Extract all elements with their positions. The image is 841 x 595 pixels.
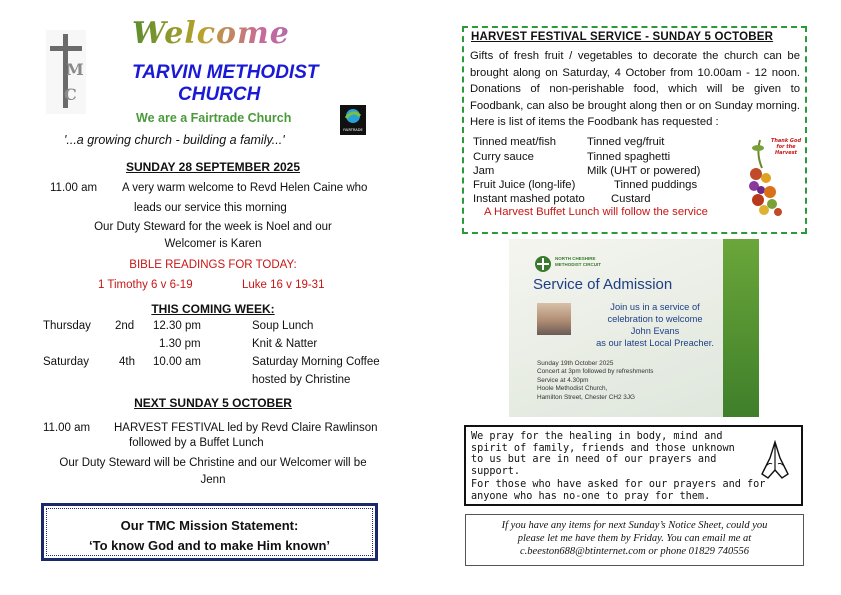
detail-line: Service at 4.30pm	[537, 376, 589, 384]
foodbank-item: Fruit Juice (long-life)	[473, 179, 576, 191]
detail-line: Sunday 19th October 2025	[537, 360, 614, 367]
week-event: Knit & Natter	[252, 338, 318, 350]
church-name	[132, 62, 372, 106]
prayer-para-2: For those who have asked for our prayers and for anyone who has no-one to pray for them.	[471, 479, 766, 502]
week-time: 12.30 pm	[153, 320, 201, 332]
svg-text:Thank God: Thank God	[770, 138, 802, 144]
foodbank-item: Custard	[611, 193, 651, 205]
foodbank-item: Tinned meat/fish	[473, 136, 557, 148]
notice-line: please let me have them by Friday. You can email me at	[517, 533, 752, 544]
foodbank-item: Tinned spaghetti	[587, 151, 671, 163]
coming-week-heading: THIS COMING WEEK:	[151, 302, 275, 316]
week-date: 4th	[119, 356, 135, 368]
svg-text:for the: for the	[776, 144, 796, 150]
detail-line: Concert at 3pm followed by refreshments	[537, 368, 654, 376]
next-duty-steward-text: Our Duty Steward will be Christine and our Welcomer will be Jenn	[59, 457, 367, 486]
foodbank-item: Tinned veg/fruit	[587, 136, 665, 148]
admission-title: Service of Admission	[533, 276, 673, 293]
week-day: Thursday	[43, 320, 91, 332]
church-name-line2: CHURCH	[178, 84, 261, 105]
service-desc-line1: A very warm welcome to Revd Helen Caine who	[122, 182, 368, 194]
buffet-note: A Harvest Buffet Lunch will follow the service	[484, 206, 708, 218]
detail-line: Hoole Methodist Church,	[537, 385, 608, 393]
bible-readings-heading: BIBLE READINGS FOR TODAY:	[129, 259, 297, 271]
svg-text:Harvest: Harvest	[774, 150, 798, 156]
foodbank-item: Tinned puddings	[614, 179, 698, 191]
invite-line: celebration to welcome	[607, 314, 703, 324]
week-date: 2nd	[115, 320, 135, 332]
notice-line: If you have any items for next Sunday’s Notice Sheet, could you	[501, 520, 768, 531]
next-service-time: 11.00 am	[43, 422, 91, 434]
circuit-name: NORTH CHESHIRE METHODIST CIRCUIT	[555, 256, 601, 267]
prayer-para-1: We pray for the healing in body, mind and spirit of family, friends and those unknown to us but are in need of our prayers and support.	[471, 431, 735, 477]
mission-statement-box	[41, 503, 378, 561]
foodbank-item: Instant mashed potato	[473, 193, 585, 205]
tagline: '...a growing church - building a family...'	[64, 133, 285, 147]
notice-sheet-box	[465, 514, 804, 566]
harvest-intro: Gifts of fresh fruit / vegetables to decorate the church can be brought along on Saturday, 4 October from 10.00am - 12 noon. Donations of non-perishable food, which will be given to Foodbank, can also be brought along then or on Sunday morning. Here is list of items the Foodbank has requested :	[470, 50, 800, 128]
mission-text: ‘To know God and to make Him known’	[89, 538, 330, 553]
preacher-photo	[537, 303, 571, 335]
svg-text:C: C	[64, 85, 77, 104]
next-service-desc-line2: followed by a Buffet Lunch	[129, 437, 264, 449]
foodbank-item: Curry sauce	[473, 151, 534, 163]
foodbank-item: Jam	[473, 165, 495, 177]
svg-text:FAIRTRADE: FAIRTRADE	[343, 128, 363, 132]
next-sunday-heading: NEXT SUNDAY 5 OCTOBER	[134, 396, 292, 410]
service-time: 11.00 am	[50, 182, 98, 194]
svg-text:M: M	[66, 60, 84, 79]
circuit-cross-icon	[535, 256, 551, 272]
week-day: Saturday	[43, 356, 90, 368]
fairtrade-logo-icon	[340, 105, 366, 135]
welcome-heading: Welcome	[132, 16, 332, 56]
tmc-logo	[46, 30, 86, 114]
mission-title: Our TMC Mission Statement:	[120, 518, 299, 533]
praying-hands-icon	[758, 440, 792, 480]
next-service-desc-line1: HARVEST FESTIVAL led by Revd Claire Rawlinson	[114, 422, 378, 434]
harvest-title: HARVEST FESTIVAL SERVICE - SUNDAY 5 OCTOBER	[471, 31, 774, 43]
invite-line: John Evans	[630, 326, 680, 336]
invite-line: as our latest Local Preacher.	[596, 338, 714, 348]
notice-contact: c.beeston688@btinternet.com or phone 01829 740556	[520, 546, 749, 557]
week-time: 10.00 am	[153, 356, 201, 368]
reading-2: Luke 16 v 19-31	[242, 279, 325, 291]
church-name-line1: TARVIN METHODIST	[132, 62, 319, 83]
week-event: Saturday Morning Coffee	[252, 356, 380, 368]
admission-invite	[575, 301, 735, 349]
fairtrade-statement: We are a Fairtrade Church	[136, 111, 292, 125]
service-of-admission-flyer	[509, 239, 759, 417]
detail-line: Hamilton Street, Chester CH2 3JG	[537, 393, 636, 401]
service-desc-line2: leads our service this morning	[134, 202, 287, 214]
admission-details	[537, 360, 654, 402]
week-event: Soup Lunch	[252, 320, 314, 332]
sunday-28-heading: SUNDAY 28 SEPTEMBER 2025	[125, 160, 301, 174]
prayer-box	[464, 425, 803, 506]
foodbank-item: Milk (UHT or powered)	[587, 165, 701, 177]
week-event: hosted by Christine	[252, 374, 351, 386]
harvest-fruit-icon	[746, 134, 802, 220]
reading-1: 1 Timothy 6 v 6-19	[98, 279, 193, 291]
invite-line: Join us in a service of	[610, 302, 700, 312]
duty-steward-text: Our Duty Steward for the week is Noel and our Welcomer is Karen	[94, 221, 332, 250]
week-time: 1.30 pm	[159, 338, 201, 350]
